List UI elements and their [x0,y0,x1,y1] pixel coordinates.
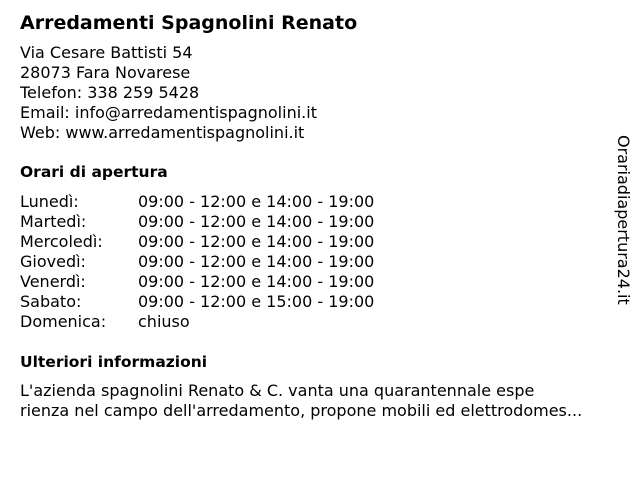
day-label: Sabato: [20,292,82,311]
description-line: rienza nel campo dell'arredamento, propone mobili ed elettrodomes... [20,401,583,420]
business-description [20,381,635,421]
additional-info-heading: Ulteriori informazioni [20,353,208,371]
hours-value: 09:00 - 12:00 e 14:00 - 19:00 [138,212,375,231]
hours-row-thursday [20,252,620,272]
day-label: Mercoledì: [20,232,103,251]
hours-row-friday [20,272,620,292]
business-card [20,10,620,421]
hours-row-sunday [20,312,620,332]
hours-row-saturday [20,292,620,312]
day-label: Giovedì: [20,252,86,271]
address-block [20,43,620,143]
hours-value: chiuso [138,312,190,331]
address-city: 28073 Fara Novarese [20,63,191,82]
hours-value: 09:00 - 12:00 e 14:00 - 19:00 [138,252,375,271]
hours-value: 09:00 - 12:00 e 14:00 - 19:00 [138,232,375,251]
day-label: Domenica: [20,312,107,331]
opening-hours-table [20,192,620,332]
day-label: Venerdì: [20,272,86,291]
hours-value: 09:00 - 12:00 e 14:00 - 19:00 [138,192,375,211]
phone-text: Telefon: 338 259 5428 [20,83,200,102]
hours-value: 09:00 - 12:00 e 14:00 - 19:00 [138,272,375,291]
watermark-text: Orariadiapertura24.it [614,135,633,305]
description-line: L'azienda spagnolini Renato & C. vanta una quarantennale espe [20,381,535,400]
hours-row-tuesday [20,212,620,232]
day-label: Martedì: [20,212,87,231]
opening-hours-heading: Orari di apertura [20,163,168,181]
address-street: Via Cesare Battisti 54 [20,43,193,62]
email-text: Email: info@arredamentispagnolini.it [20,103,317,122]
hours-row-wednesday [20,232,620,252]
business-name: Arredamenti Spagnolini Renato [20,12,358,34]
site-watermark [613,135,633,310]
hours-row-monday [20,192,620,212]
website-text: Web: www.arredamentispagnolini.it [20,123,305,142]
hours-value: 09:00 - 12:00 e 15:00 - 19:00 [138,292,375,311]
day-label: Lunedì: [20,192,79,211]
